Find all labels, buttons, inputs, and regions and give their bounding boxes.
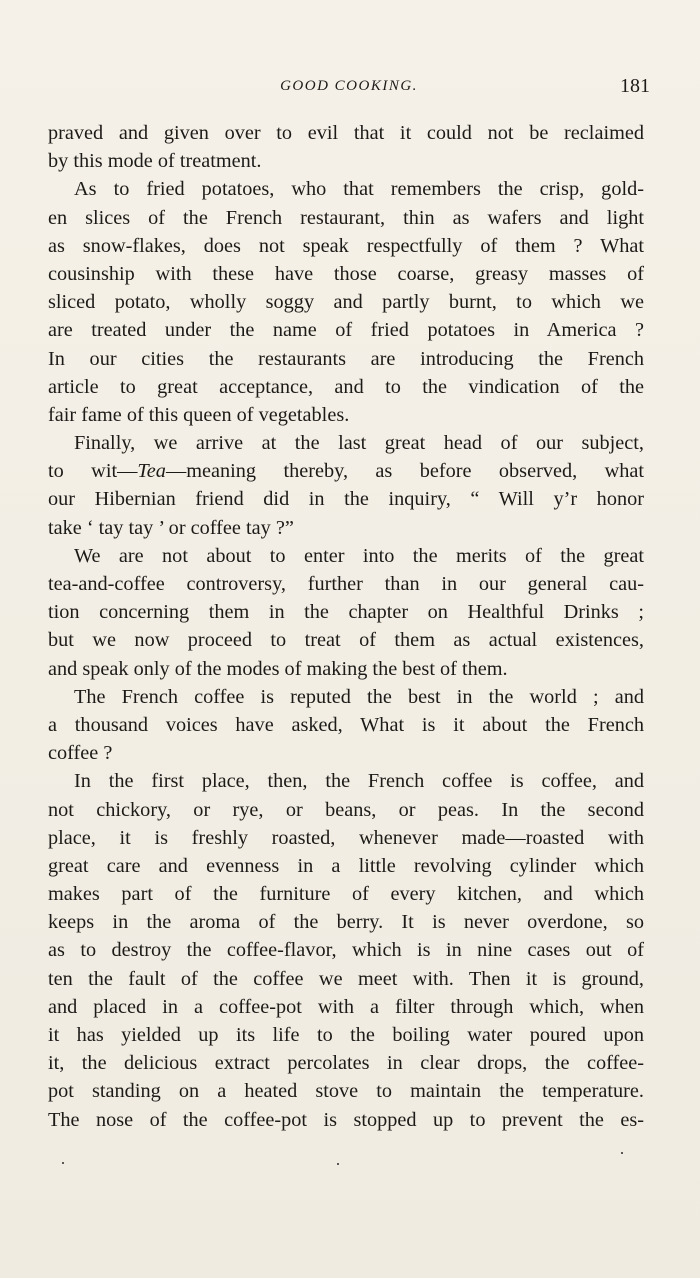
text-line: We are not about to enter into the merits of the great (74, 544, 644, 567)
text-line: article to great acceptance, and to the vindication of the (48, 375, 644, 398)
text-line: take ‘ tay tay ’ or coffee tay ?” (48, 516, 294, 539)
emphasis-tea: Tea (137, 460, 166, 483)
text-line: The French coffee is reputed the best in the world ; and (74, 685, 644, 708)
text-line: are treated under the name of fried potatoes in America ? (48, 319, 644, 342)
text-line: not chickory, or rye, or beans, or peas. In the second (48, 798, 644, 821)
text-line: sliced potato, wholly soggy and partly burnt, to which we (48, 291, 644, 314)
text-line: Finally, we arrive at the last great head of our subject, (74, 432, 644, 455)
text-line: our Hibernian friend did in the inquiry, “ Will y’r honor (48, 488, 644, 511)
text-line: but we now proceed to treat of them as actual existences, (48, 629, 644, 652)
text-line: place, it is freshly roasted, whenever made—roasted with (48, 826, 644, 849)
text-line: and speak only of the modes of making the best of them. (48, 657, 508, 680)
text-line: by this mode of treatment. (48, 150, 262, 173)
text-line: it has yielded up its life to the boiling water poured upon (48, 1024, 644, 1046)
text-line: tea-and-coffee controversy, further than in our general cau- (48, 573, 644, 595)
text-line: and placed in a coffee-pot with a filter through which, when (48, 995, 644, 1018)
text-line: as to destroy the coffee-flavor, which is in nine cases out of (48, 939, 644, 962)
text-line: praved and given over to evil that it could not be reclaimed (48, 122, 644, 144)
text-line: it, the delicious extract percolates in clear drops, the coffee- (48, 1052, 644, 1075)
body-text (48, 119, 644, 1134)
running-title: GOOD COOKING. (280, 78, 418, 94)
text-line: a thousand voices have asked, What is it about the French (48, 713, 644, 736)
text-line: keeps in the aroma of the berry. It is never overdone, so (48, 911, 644, 934)
text-line: coffee ? (48, 742, 113, 765)
text-line: pot standing on a heated stove to maintain the temperature. (48, 1080, 644, 1103)
text-line: to wit—Tea—meaning thereby, as before observed, what (48, 460, 644, 483)
text-line: en slices of the French restaurant, thin as wafers and light (48, 206, 644, 229)
text-line: The nose of the coffee-pot is stopped up to prevent the es- (48, 1108, 644, 1131)
print-speck (337, 1163, 339, 1165)
text-line: fair fame of this queen of vegetables. (48, 403, 350, 426)
text-line: In our cities the restaurants are introducing the French (48, 347, 644, 370)
text-line: as snow-flakes, does not speak respectfully of them ? What (48, 234, 644, 257)
print-speck (621, 1152, 623, 1154)
text-line: great care and evenness in a little revolving cylinder which (48, 854, 644, 877)
text-line: tion concerning them in the chapter on Healthful Drinks ; (48, 601, 644, 624)
page-number: 181 (620, 75, 650, 97)
text-line: ten the fault of the coffee we meet with. Then it is ground, (48, 967, 644, 990)
text-line: As to fried potatoes, who that remembers the crisp, gold- (74, 178, 644, 201)
text-line: In the first place, then, the French coffee is coffee, and (74, 770, 644, 793)
running-head (48, 75, 650, 104)
text-line: makes part of the furniture of every kitchen, and which (48, 883, 644, 906)
text-line: cousinship with these have those coarse, greasy masses of (48, 262, 644, 285)
print-speck (62, 1162, 64, 1164)
